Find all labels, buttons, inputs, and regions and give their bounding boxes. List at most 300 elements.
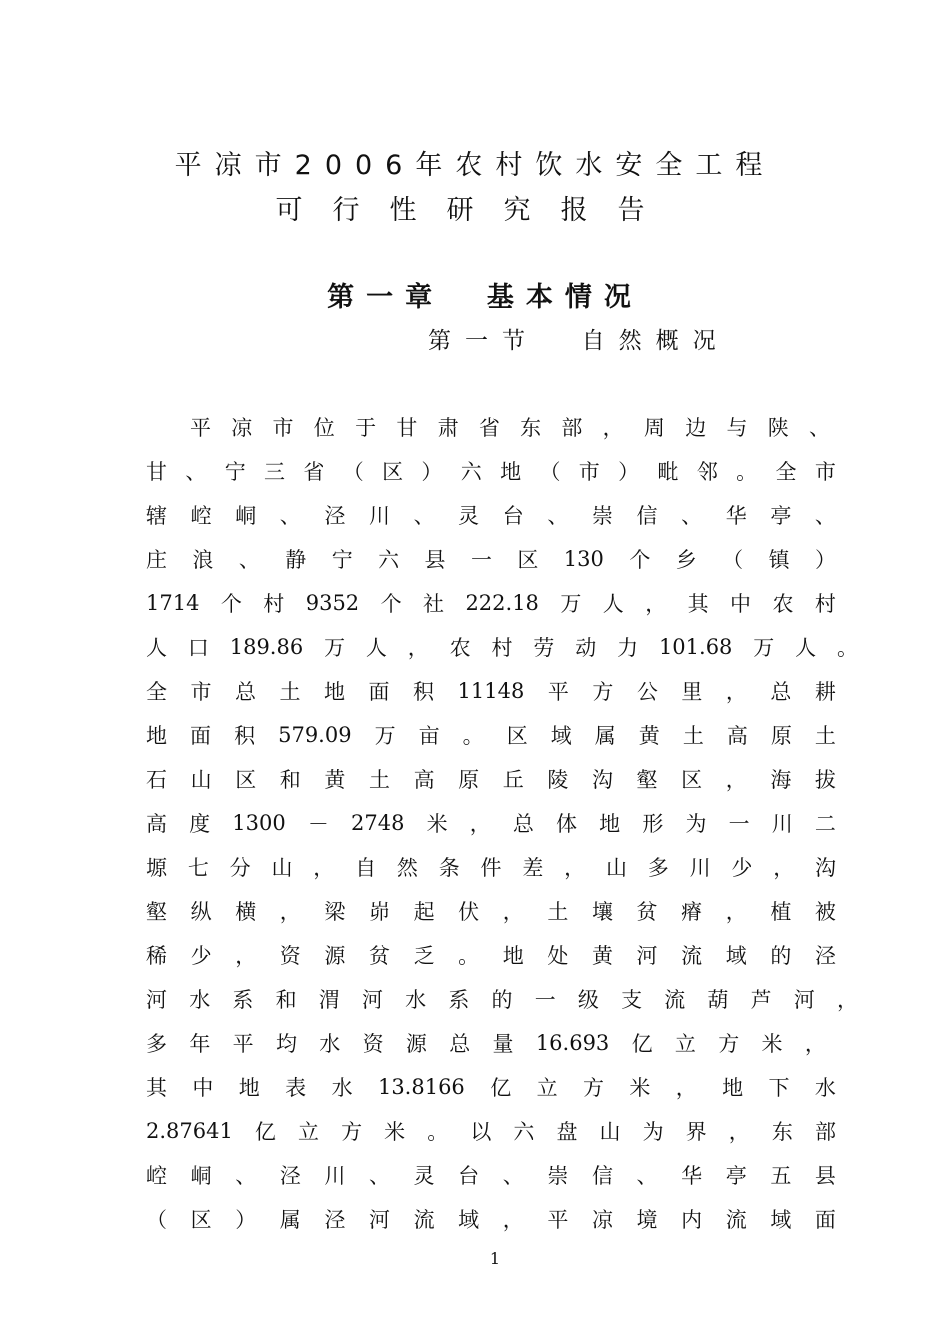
body-token: 形 bbox=[642, 812, 664, 836]
body-token: 海 bbox=[770, 768, 792, 792]
body-token: 乡 bbox=[675, 548, 697, 572]
body-token: ， bbox=[469, 812, 491, 836]
body-token: 六 bbox=[378, 548, 400, 572]
body-token: 村 bbox=[491, 636, 513, 660]
body-token: 力 bbox=[617, 636, 639, 660]
body-token: 量 bbox=[492, 1032, 514, 1056]
body-token: 流 bbox=[725, 1208, 747, 1232]
body-token: 方 bbox=[582, 1076, 604, 1100]
body-token: 条 bbox=[438, 856, 460, 880]
body-token: ， bbox=[804, 1032, 826, 1056]
body-token: 属 bbox=[279, 1208, 301, 1232]
body-token: 横 bbox=[235, 900, 257, 924]
body-token: 东 bbox=[520, 416, 542, 440]
body-token: 平 bbox=[232, 1032, 254, 1056]
body-token: 个 bbox=[220, 592, 242, 616]
body-token: 然 bbox=[396, 856, 418, 880]
body-token: 中 bbox=[192, 1076, 214, 1100]
body-token: 耕 bbox=[814, 680, 836, 704]
body-token: 、 bbox=[235, 1164, 257, 1188]
body-token: 葫 bbox=[707, 988, 729, 1012]
body-line bbox=[146, 676, 836, 706]
body-token: 、 bbox=[279, 504, 301, 528]
body-token: 渭 bbox=[318, 988, 340, 1012]
body-token: ， bbox=[645, 592, 667, 616]
body-token: 、 bbox=[636, 1164, 658, 1188]
body-token: ） bbox=[815, 548, 836, 572]
body-token: 土 bbox=[547, 900, 569, 924]
body-token: ， bbox=[725, 900, 747, 924]
body-token: 边 bbox=[685, 416, 707, 440]
body-token: 亭 bbox=[725, 1164, 747, 1188]
body-token: 、 bbox=[185, 460, 207, 484]
body-token: ） bbox=[235, 1208, 257, 1232]
body-token: 台 bbox=[502, 504, 524, 528]
body-token: 方 bbox=[718, 1032, 740, 1056]
body-token: 崇 bbox=[547, 1164, 569, 1188]
body-token: 省 bbox=[478, 416, 500, 440]
body-token: 社 bbox=[423, 592, 445, 616]
body-token: 亩 bbox=[418, 724, 440, 748]
body-token: 一 bbox=[470, 548, 492, 572]
body-token: 峒 bbox=[190, 1164, 212, 1188]
body-token: 。 bbox=[837, 636, 858, 660]
body-token: 起 bbox=[413, 900, 435, 924]
body-token: 壑 bbox=[146, 900, 167, 924]
body-token: 土 bbox=[368, 768, 390, 792]
body-token: 灵 bbox=[413, 1164, 435, 1188]
body-token: 庄 bbox=[146, 548, 167, 572]
body-line bbox=[146, 1204, 836, 1234]
body-token: 泾 bbox=[814, 944, 836, 968]
body-token: 凉 bbox=[231, 416, 253, 440]
body-token: 土 bbox=[682, 724, 704, 748]
body-token: 流 bbox=[664, 988, 686, 1012]
chapter-heading: 第一章 基本情况 bbox=[327, 282, 643, 313]
body-token: 平 bbox=[547, 1208, 569, 1232]
body-token: 静 bbox=[285, 548, 307, 572]
body-token: 部 bbox=[814, 1120, 836, 1144]
body-token: 立 bbox=[674, 1032, 696, 1056]
body-token: 。 bbox=[427, 1120, 449, 1144]
body-token: 域 bbox=[725, 944, 747, 968]
body-token: 瘠 bbox=[681, 900, 703, 924]
body-token: － bbox=[307, 812, 329, 836]
body-token: 贫 bbox=[636, 900, 658, 924]
body-line bbox=[146, 764, 836, 794]
report-title-line-2: 可行性研究报告 bbox=[275, 195, 675, 226]
body-token: 一 bbox=[728, 812, 750, 836]
body-token: 陕 bbox=[767, 416, 789, 440]
body-token: 黄 bbox=[638, 724, 660, 748]
body-line bbox=[146, 720, 836, 750]
body-token: 亿 bbox=[490, 1076, 512, 1100]
body-token: 水 bbox=[319, 1032, 341, 1056]
body-token: 处 bbox=[547, 944, 569, 968]
body-token: 9352 bbox=[305, 591, 360, 615]
body-token: 、 bbox=[413, 504, 435, 528]
body-token: 其 bbox=[146, 1076, 167, 1100]
body-token: 地 bbox=[146, 724, 167, 748]
body-line bbox=[146, 1160, 836, 1190]
body-token: 万 bbox=[324, 636, 346, 660]
body-token: 台 bbox=[458, 1164, 480, 1188]
body-token: 地 bbox=[238, 1076, 260, 1100]
body-line bbox=[146, 500, 836, 530]
body-token: 原 bbox=[458, 768, 480, 792]
body-token: 米 bbox=[426, 812, 448, 836]
body-token: 101.68 bbox=[658, 635, 733, 659]
body-token: 年 bbox=[189, 1032, 211, 1056]
body-token: 区 bbox=[190, 1208, 212, 1232]
body-token: 水 bbox=[331, 1076, 353, 1100]
body-token: 与 bbox=[726, 416, 748, 440]
body-token: 人 bbox=[602, 592, 624, 616]
body-token: 五 bbox=[770, 1164, 792, 1188]
body-token: 自 bbox=[355, 856, 377, 880]
body-token: 平 bbox=[547, 680, 569, 704]
body-token: ， bbox=[837, 988, 858, 1012]
body-token: 省 bbox=[303, 460, 325, 484]
body-token: 黄 bbox=[591, 944, 613, 968]
body-token: ， bbox=[725, 768, 747, 792]
body-token: 和 bbox=[275, 988, 297, 1012]
body-token: 邻 bbox=[696, 460, 718, 484]
body-token: 全 bbox=[146, 680, 167, 704]
body-token: 万 bbox=[560, 592, 582, 616]
body-token: 镇 bbox=[768, 548, 790, 572]
body-token: 信 bbox=[636, 504, 658, 528]
body-token: 一 bbox=[534, 988, 556, 1012]
body-token: 伏 bbox=[458, 900, 480, 924]
body-token: （ bbox=[539, 460, 561, 484]
body-line bbox=[146, 632, 858, 662]
body-token: 区 bbox=[382, 460, 404, 484]
body-token: 拔 bbox=[814, 768, 836, 792]
body-token: 沟 bbox=[591, 768, 613, 792]
body-token: 130 bbox=[563, 547, 604, 571]
body-token: ， bbox=[407, 636, 429, 660]
body-token: 崆 bbox=[190, 504, 212, 528]
body-token: 件 bbox=[480, 856, 502, 880]
body-line bbox=[146, 896, 836, 926]
body-token: 积 bbox=[234, 724, 256, 748]
body-token: 周 bbox=[643, 416, 665, 440]
body-token: 口 bbox=[187, 636, 209, 660]
body-token: 六 bbox=[460, 460, 482, 484]
body-token: ， bbox=[502, 1208, 524, 1232]
body-token: 地 bbox=[502, 944, 524, 968]
body-token: 、 bbox=[502, 1164, 524, 1188]
body-token: 川 bbox=[771, 812, 793, 836]
body-token: 辖 bbox=[146, 504, 167, 528]
body-token: 六 bbox=[513, 1120, 535, 1144]
body-token: 区 bbox=[681, 768, 703, 792]
body-token: 水 bbox=[405, 988, 427, 1012]
body-token: 多 bbox=[647, 856, 669, 880]
body-token: 境 bbox=[636, 1208, 658, 1232]
body-token: 纵 bbox=[190, 900, 212, 924]
body-token: ， bbox=[773, 856, 795, 880]
body-token: 宁 bbox=[224, 460, 246, 484]
body-token: 2.87641 bbox=[146, 1119, 233, 1143]
body-token: 地 bbox=[500, 460, 522, 484]
body-token: 总 bbox=[770, 680, 792, 704]
body-token: 个 bbox=[629, 548, 651, 572]
body-token: 、 bbox=[368, 1164, 390, 1188]
body-token: 山 bbox=[599, 1120, 621, 1144]
body-token: 少 bbox=[731, 856, 753, 880]
body-token: 方 bbox=[341, 1120, 363, 1144]
body-token: 13.8166 bbox=[377, 1075, 465, 1099]
body-token: 壤 bbox=[591, 900, 613, 924]
body-token: 全 bbox=[775, 460, 797, 484]
body-token: 东 bbox=[771, 1120, 793, 1144]
body-token: ， bbox=[725, 680, 747, 704]
body-token: 部 bbox=[561, 416, 583, 440]
body-token: 泾 bbox=[324, 1208, 346, 1232]
body-token: 和 bbox=[279, 768, 301, 792]
body-token: 县 bbox=[424, 548, 446, 572]
body-token: 山 bbox=[190, 768, 212, 792]
body-line bbox=[146, 1116, 836, 1146]
body-token: 界 bbox=[685, 1120, 707, 1144]
body-token: 村 bbox=[263, 592, 285, 616]
body-token: 总 bbox=[449, 1032, 471, 1056]
body-token: 资 bbox=[279, 944, 301, 968]
body-token: 亿 bbox=[631, 1032, 653, 1056]
body-token: 源 bbox=[324, 944, 346, 968]
body-token: 河 bbox=[368, 1208, 390, 1232]
body-token: 动 bbox=[575, 636, 597, 660]
body-token: 水 bbox=[814, 1076, 836, 1100]
body-token: 方 bbox=[592, 680, 614, 704]
body-token: ， bbox=[502, 900, 524, 924]
body-token: 华 bbox=[681, 1164, 703, 1188]
body-token: 黄 bbox=[324, 768, 346, 792]
body-token: 峁 bbox=[368, 900, 390, 924]
report-title-line-1: 平凉市2006年农村饮水安全工程 bbox=[174, 150, 776, 181]
body-token: 市 bbox=[578, 460, 600, 484]
body-token: 高 bbox=[726, 724, 748, 748]
body-token: 米 bbox=[629, 1076, 651, 1100]
body-line bbox=[146, 1028, 826, 1058]
body-token: 丘 bbox=[502, 768, 524, 792]
body-token: ） bbox=[421, 460, 443, 484]
body-line bbox=[146, 1072, 836, 1102]
body-token: 级 bbox=[577, 988, 599, 1012]
body-token: 水 bbox=[189, 988, 211, 1012]
body-token: 里 bbox=[681, 680, 703, 704]
body-token: 川 bbox=[324, 1164, 346, 1188]
body-token: 贫 bbox=[368, 944, 390, 968]
body-token: 人 bbox=[365, 636, 387, 660]
body-token: 凉 bbox=[591, 1208, 613, 1232]
body-token: 川 bbox=[368, 504, 390, 528]
section-heading: 第一节 自然概况 bbox=[428, 328, 730, 354]
body-token: 壑 bbox=[636, 768, 658, 792]
body-token: 中 bbox=[730, 592, 752, 616]
body-token: 资 bbox=[362, 1032, 384, 1056]
body-token: 其 bbox=[687, 592, 709, 616]
body-token: 万 bbox=[753, 636, 775, 660]
body-token: ， bbox=[279, 900, 301, 924]
body-token: 源 bbox=[405, 1032, 427, 1056]
body-token: 甘 bbox=[396, 416, 418, 440]
body-token: 植 bbox=[770, 900, 792, 924]
body-token: 梁 bbox=[324, 900, 346, 924]
body-token: 均 bbox=[275, 1032, 297, 1056]
body-line bbox=[190, 412, 830, 442]
body-token: 域 bbox=[458, 1208, 480, 1232]
body-token: 。 bbox=[736, 460, 758, 484]
body-token: 域 bbox=[770, 1208, 792, 1232]
body-token: 河 bbox=[146, 988, 167, 1012]
body-token: ， bbox=[602, 416, 624, 440]
body-token: 189.86 bbox=[229, 635, 304, 659]
body-token: 农 bbox=[772, 592, 794, 616]
body-token: 下 bbox=[768, 1076, 790, 1100]
body-token: 多 bbox=[146, 1032, 167, 1056]
body-token: ） bbox=[618, 460, 640, 484]
body-line bbox=[146, 808, 836, 838]
body-token: 土 bbox=[814, 724, 836, 748]
body-token: 系 bbox=[448, 988, 470, 1012]
body-token: 16.693 bbox=[535, 1031, 610, 1055]
body-token: 稀 bbox=[146, 944, 167, 968]
body-token: 亭 bbox=[770, 504, 792, 528]
body-token: 人 bbox=[795, 636, 817, 660]
body-token: 。 bbox=[458, 944, 480, 968]
body-token: 肃 bbox=[437, 416, 459, 440]
body-token: 域 bbox=[550, 724, 572, 748]
page-number: 1 bbox=[489, 1249, 501, 1268]
body-token: 米 bbox=[384, 1120, 406, 1144]
body-token: 度 bbox=[189, 812, 211, 836]
body-token: ， bbox=[313, 856, 335, 880]
body-token: 个 bbox=[380, 592, 402, 616]
body-token: ， bbox=[675, 1076, 697, 1100]
body-token: 流 bbox=[681, 944, 703, 968]
body-token: 系 bbox=[232, 988, 254, 1012]
body-token: 劳 bbox=[533, 636, 555, 660]
body-token: 、 bbox=[681, 504, 703, 528]
body-token: 沟 bbox=[815, 856, 836, 880]
body-token: 山 bbox=[271, 856, 293, 880]
body-token: 公 bbox=[636, 680, 658, 704]
body-token: 、 bbox=[808, 416, 830, 440]
body-token: 二 bbox=[814, 812, 836, 836]
body-token: 山 bbox=[605, 856, 627, 880]
body-line bbox=[146, 588, 836, 618]
body-token: 土 bbox=[279, 680, 301, 704]
body-token: 浪 bbox=[192, 548, 214, 572]
body-token: 河 bbox=[361, 988, 383, 1012]
body-token: ， bbox=[235, 944, 257, 968]
body-token: 陵 bbox=[547, 768, 569, 792]
body-token: 高 bbox=[146, 812, 167, 836]
body-token: （ bbox=[722, 548, 744, 572]
body-token: 亿 bbox=[254, 1120, 276, 1144]
body-token: 579.09 bbox=[278, 723, 352, 747]
body-token: 市 bbox=[272, 416, 294, 440]
body-token: 地 bbox=[599, 812, 621, 836]
body-token: 甘 bbox=[146, 460, 167, 484]
body-token: 原 bbox=[770, 724, 792, 748]
body-token: 的 bbox=[491, 988, 513, 1012]
body-token: 体 bbox=[556, 812, 578, 836]
body-token: 面 bbox=[814, 1208, 836, 1232]
body-token: 万 bbox=[374, 724, 396, 748]
body-token: 位 bbox=[313, 416, 335, 440]
body-token: 七 bbox=[187, 856, 209, 880]
body-token: （ bbox=[146, 1208, 167, 1232]
body-token: 地 bbox=[722, 1076, 744, 1100]
body-token: 流 bbox=[413, 1208, 435, 1232]
body-token: 灵 bbox=[458, 504, 480, 528]
body-token: 米 bbox=[761, 1032, 783, 1056]
body-token: ， bbox=[728, 1120, 750, 1144]
body-token: 崆 bbox=[146, 1164, 167, 1188]
body-token: 塬 bbox=[146, 856, 167, 880]
body-token: 222.18 bbox=[465, 591, 539, 615]
body-line bbox=[146, 456, 836, 486]
body-token: （ bbox=[342, 460, 364, 484]
body-token: 峒 bbox=[235, 504, 257, 528]
body-token: 平 bbox=[190, 416, 211, 440]
body-token: 县 bbox=[814, 1164, 836, 1188]
body-token: 总 bbox=[512, 812, 534, 836]
body-token: 三 bbox=[264, 460, 286, 484]
body-token: 毗 bbox=[657, 460, 679, 484]
body-token: 属 bbox=[594, 724, 616, 748]
body-token: 差 bbox=[522, 856, 544, 880]
body-token: 崇 bbox=[591, 504, 613, 528]
body-token: 华 bbox=[725, 504, 747, 528]
body-token: 河 bbox=[793, 988, 815, 1012]
body-token: 农 bbox=[449, 636, 471, 660]
body-token: ， bbox=[564, 856, 586, 880]
body-token: 、 bbox=[814, 504, 836, 528]
body-token: 为 bbox=[642, 1120, 664, 1144]
body-token: 支 bbox=[621, 988, 643, 1012]
body-line bbox=[146, 940, 836, 970]
body-token: 被 bbox=[814, 900, 836, 924]
body-token: 市 bbox=[814, 460, 836, 484]
body-token: 2748 bbox=[351, 811, 405, 835]
body-token: 芦 bbox=[750, 988, 772, 1012]
body-token: 地 bbox=[324, 680, 345, 704]
body-token: 立 bbox=[536, 1076, 558, 1100]
body-token: 积 bbox=[413, 680, 434, 704]
body-token: 面 bbox=[190, 724, 212, 748]
body-token: 的 bbox=[770, 944, 792, 968]
body-line bbox=[146, 852, 836, 882]
body-token: 村 bbox=[814, 592, 836, 616]
body-token: 泾 bbox=[324, 504, 346, 528]
body-token: 、 bbox=[238, 548, 260, 572]
body-token: 表 bbox=[285, 1076, 307, 1100]
body-token: 分 bbox=[229, 856, 251, 880]
body-token: 乏 bbox=[413, 944, 435, 968]
body-token: 1300 bbox=[232, 811, 286, 835]
body-token: 区 bbox=[235, 768, 257, 792]
body-token: 以 bbox=[470, 1120, 492, 1144]
body-token: 石 bbox=[146, 768, 167, 792]
body-token: 11148 bbox=[457, 679, 525, 703]
body-token: 信 bbox=[591, 1164, 613, 1188]
body-token: 河 bbox=[636, 944, 658, 968]
